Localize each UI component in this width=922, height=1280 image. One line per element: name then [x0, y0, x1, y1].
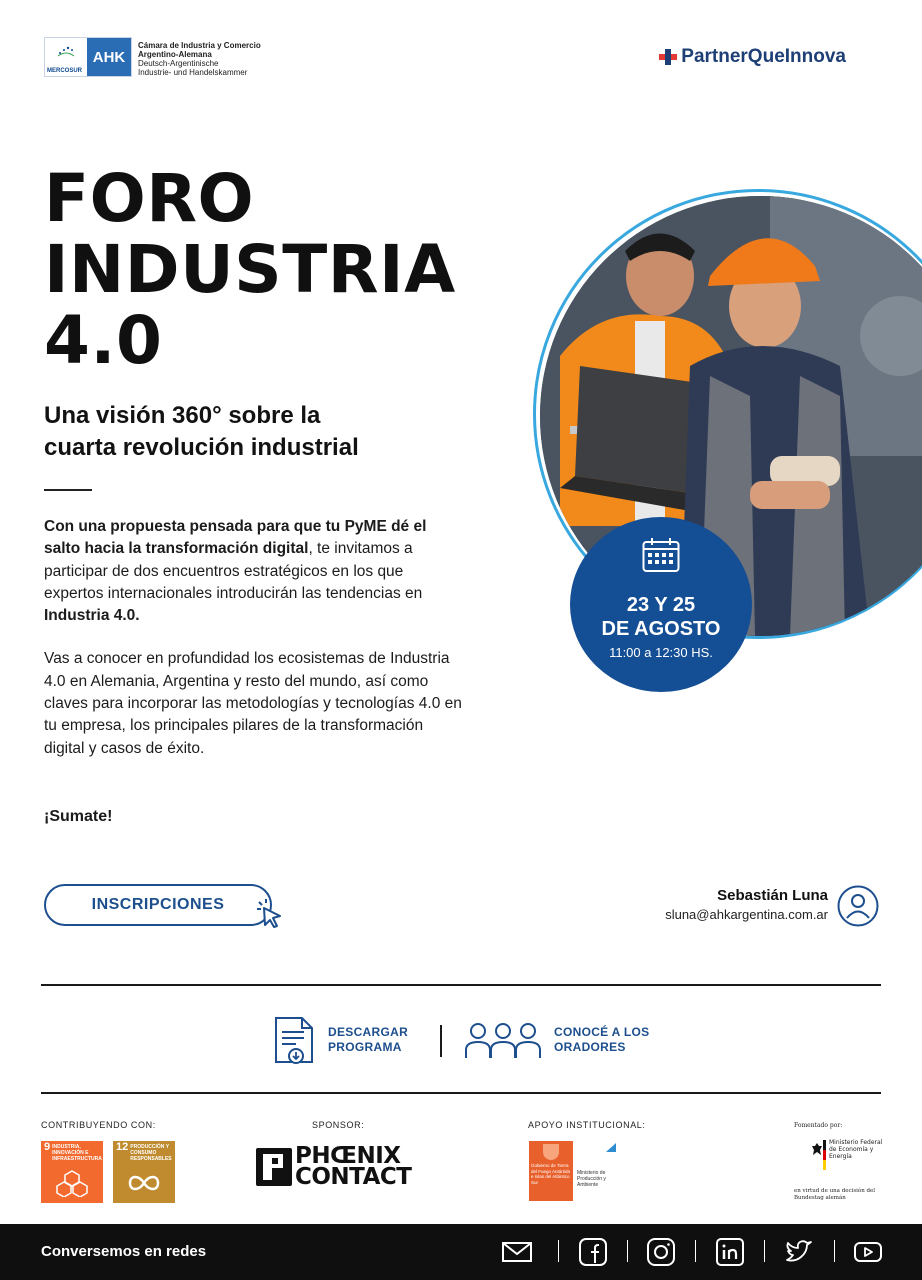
contact-info: [665, 886, 828, 924]
chamber-line-2: Argentino-Alemana: [138, 50, 212, 59]
apoyo-label: APOYO INSTITUCIONAL:: [528, 1120, 646, 1130]
eagle-icon: [812, 1142, 822, 1156]
partner-name: PartnerQueInnova: [681, 46, 846, 67]
event-date-days: 23 Y 25: [626, 594, 696, 616]
speakers-label: [554, 1025, 664, 1055]
page-title: [44, 160, 456, 379]
contact-word: CONTACT: [295, 1164, 412, 1190]
tdf-text: Gobierno de Tierra del Fuego Antártida e Islas del Atlántico Sur: [531, 1163, 571, 1185]
footer-text: Conversemos en redes: [41, 1243, 207, 1260]
event-date-month: DE AGOSTO: [601, 618, 721, 640]
contact-name: Sebastián Luna: [717, 887, 828, 904]
download-line-2: PROGRAMA: [328, 1040, 402, 1054]
speakers-group-icon: [464, 1020, 542, 1060]
footer-separator: [764, 1240, 765, 1262]
partner-logo: [659, 46, 846, 68]
sdg-9-badge: [41, 1141, 103, 1203]
intro-rest: , te invitamos a participar de dos encuentros estratégicos en los que expertos internacionales introducirán las tendencias en: [44, 540, 423, 602]
cursor-click-icon: [256, 898, 286, 930]
contact-email[interactable]: sluna@ahkargentina.com.ar: [665, 907, 828, 922]
footer-separator: [695, 1240, 696, 1262]
contrib-label: CONTRIBUYENDO CON:: [41, 1120, 156, 1130]
sdg-9-text: INDUSTRIA, INNOVACIÓN E INFRAESTRUCTURA: [52, 1144, 102, 1162]
subtitle-line-1: Una visión 360° sobre la: [44, 402, 321, 429]
mercosur-label: MERCOSUR: [47, 68, 83, 74]
sdg-12-text: PRODUCCIÓN Y CONSUMO RESPONSABLES: [130, 1144, 172, 1162]
title-line-1: FORO: [44, 160, 255, 237]
phoenix-word: PHŒNIX: [295, 1143, 401, 1169]
subtitle-line-2: cuarta revolución industrial: [44, 434, 359, 461]
download-line-1: DESCARGAR: [328, 1025, 409, 1039]
footer-separator: [627, 1240, 628, 1262]
user-icon: [837, 885, 879, 927]
calendar-icon: [642, 537, 680, 573]
sdg-9-number: 9: [44, 1141, 51, 1153]
sumate-text: ¡Sumate!: [44, 808, 113, 825]
section-divider-top: [41, 984, 881, 986]
tierra-del-fuego-logo: [529, 1141, 573, 1201]
inscripciones-button[interactable]: INSCRIPCIONES: [44, 884, 272, 926]
chamber-name: [138, 41, 261, 77]
partner-cross-icon: [659, 49, 677, 65]
title-line-2: INDUSTRIA: [44, 231, 456, 308]
facebook-icon[interactable]: [577, 1236, 609, 1268]
ahk-label: AHK: [87, 38, 131, 76]
triangle-icon: [606, 1143, 616, 1152]
download-program-label: [328, 1025, 438, 1055]
page-subtitle: [44, 400, 464, 464]
section-divider-bottom: [41, 1092, 881, 1094]
german-flag-icon: [823, 1140, 826, 1170]
title-divider: [44, 489, 92, 491]
phoenix-contact-words: [295, 1143, 412, 1190]
phoenix-mark-icon: [256, 1146, 292, 1188]
ahk-logo: [44, 37, 261, 77]
chamber-line-4: Industrie- und Handelskammer: [138, 68, 248, 77]
mail-icon[interactable]: [501, 1236, 533, 1268]
linkedin-icon[interactable]: [714, 1236, 746, 1268]
bmwi-logo: [794, 1122, 883, 1201]
chamber-line-3: Deutsch-Argentinische: [138, 59, 219, 68]
download-program-link[interactable]: [272, 1014, 438, 1066]
sdg-12-badge: [113, 1141, 175, 1203]
ministerio-text: Ministerio de Producción y Ambiente: [577, 1170, 606, 1188]
bundestag-decision: en virtud de una decisión del Bundestag alemán: [794, 1188, 876, 1201]
footer-separator: [834, 1240, 835, 1262]
twitter-icon[interactable]: [783, 1236, 815, 1268]
speakers-line-2: ORADORES: [554, 1040, 626, 1054]
fomentado-label: Fomentado por:: [794, 1122, 843, 1129]
event-date-badge: [570, 517, 752, 692]
mercosur-stars-icon: [57, 45, 75, 57]
intro-paragraph-1: [44, 516, 464, 627]
document-download-icon: [272, 1014, 316, 1066]
footer-bar: [0, 1224, 922, 1280]
speakers-link[interactable]: [464, 1020, 664, 1060]
infinity-icon: [127, 1169, 161, 1197]
intro-paragraph-2: Vas a conocer en profundidad los ecosistemas de Industria 4.0 en Alemania, Argentina y resto del mundo, así como claves para incorporar las metodologías y tecnologías 4.0 en tu empresa, los principales pilares de la transformación digital y casos de éxito.: [44, 650, 462, 757]
speakers-line-1: CONOCÉ A LOS: [554, 1025, 650, 1039]
intro-bold: Con una propuesta pensada para que tu PyME dé el salto hacia la transformación digital: [44, 518, 427, 558]
ahk-mark: [44, 37, 132, 77]
title-line-3: 4.0: [44, 302, 163, 379]
sdg-12-number: 12: [116, 1141, 129, 1153]
mercosur-logo: [45, 38, 87, 76]
footer-separator: [558, 1240, 559, 1262]
intro-text: [44, 516, 464, 781]
phoenix-contact-logo: [256, 1143, 412, 1190]
event-time: 11:00 a 12:30 HS.: [609, 645, 713, 660]
bmwi-name: Ministerio Federal de Economía y Energía: [829, 1139, 883, 1160]
sponsor-label: SPONSOR:: [312, 1120, 365, 1130]
shield-icon: [543, 1144, 559, 1160]
youtube-icon[interactable]: [852, 1236, 884, 1268]
chamber-line-1: Cámara de Industria y Comercio: [138, 41, 261, 50]
cubes-icon: [55, 1169, 89, 1197]
intro-bold-end: Industria 4.0.: [44, 607, 140, 625]
resources-separator: [440, 1025, 442, 1057]
instagram-icon[interactable]: [645, 1236, 677, 1268]
